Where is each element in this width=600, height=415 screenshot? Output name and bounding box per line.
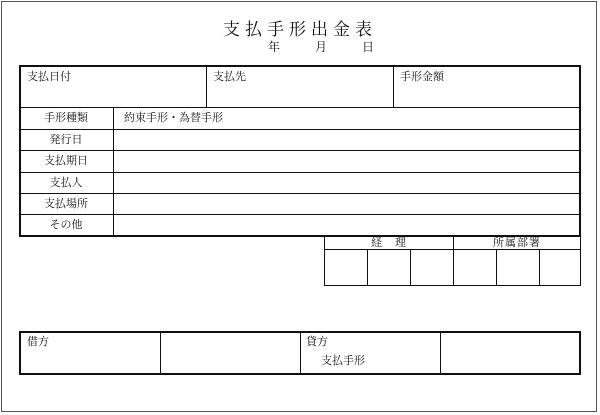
header-divider-2 [393, 66, 394, 107]
stamp-cell-divider [539, 249, 540, 286]
stamp-cell-divider [367, 249, 368, 286]
department-stamp-header: 所属部署 [493, 236, 541, 249]
due-date-label: 支払期日 [44, 154, 88, 167]
bill-type-value: 約束手形・為替手形 [124, 111, 223, 124]
date-year-label: 年 [268, 40, 281, 54]
amount-label: 手形金額 [400, 70, 444, 83]
journal-divider [440, 332, 441, 374]
date-month-label: 月 [315, 40, 328, 54]
credit-account-value: 支払手形 [321, 354, 365, 367]
credit-label: 貸方 [306, 335, 328, 348]
debit-label: 借方 [27, 335, 49, 348]
accounting-stamp-header: 経 理 [371, 236, 407, 249]
payee-label: 支払先 [213, 70, 246, 83]
form-title: 支払手形出金表 [223, 20, 377, 40]
payer-label: 支払人 [49, 176, 83, 189]
issue-date-label: 発行日 [49, 133, 83, 146]
bill-type-label: 手形種類 [44, 111, 88, 124]
journal-divider [160, 332, 161, 374]
header-divider-1 [206, 66, 207, 107]
stamp-cell-divider [410, 249, 411, 286]
payment-date-label: 支払日付 [27, 70, 71, 83]
other-label: その他 [49, 218, 83, 231]
date-day-label: 日 [362, 40, 375, 54]
stamp-cell-divider [496, 249, 497, 286]
journal-divider [300, 332, 301, 374]
payment-place-label: 支払場所 [44, 197, 88, 210]
